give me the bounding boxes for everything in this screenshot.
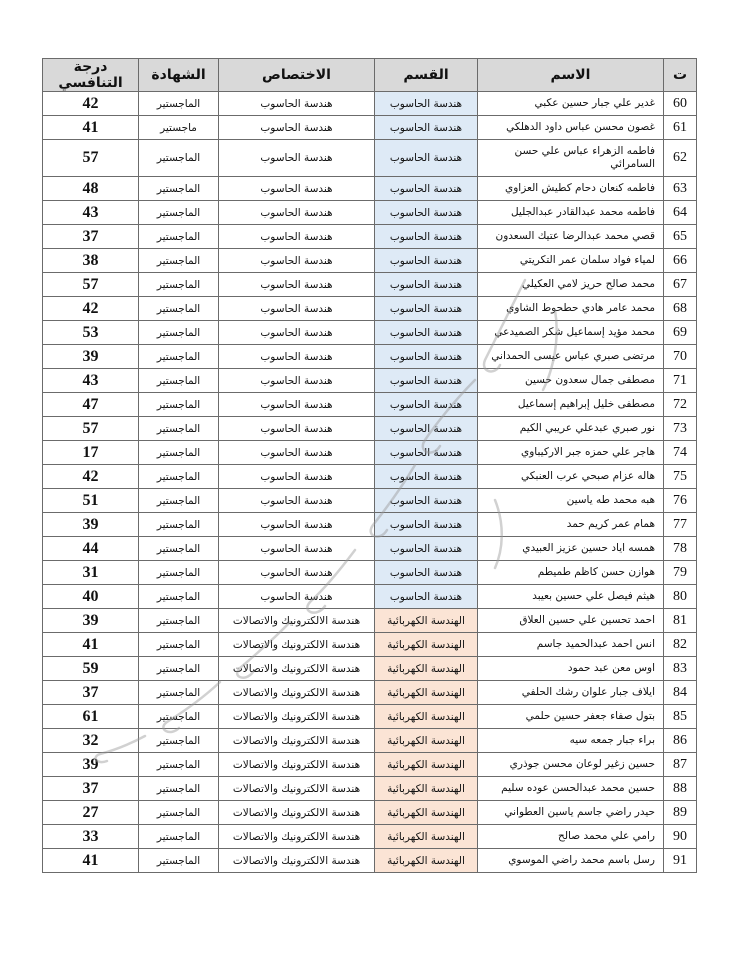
cell-grade: 51 bbox=[43, 489, 139, 513]
table-row bbox=[43, 681, 697, 705]
cell-name: حيدر راضي جاسم ياسين العطواني bbox=[478, 801, 664, 825]
cell-spec: هندسة الالكترونيك والاتصالات bbox=[219, 753, 375, 777]
cell-num: 79 bbox=[664, 561, 697, 585]
cell-grade: 42 bbox=[43, 92, 139, 116]
cell-cert: الماجستير bbox=[139, 729, 219, 753]
cell-num: 69 bbox=[664, 321, 697, 345]
cell-num: 70 bbox=[664, 345, 697, 369]
cell-spec: هندسة الالكترونيك والاتصالات bbox=[219, 633, 375, 657]
table-row bbox=[43, 585, 697, 609]
cell-spec: هندسة الالكترونيك والاتصالات bbox=[219, 681, 375, 705]
cell-cert: الماجستير bbox=[139, 417, 219, 441]
cell-name: براء جبار جمعه سيه bbox=[478, 729, 664, 753]
header-grade: درجة التنافسي bbox=[43, 59, 139, 92]
cell-spec: هندسة الحاسوب bbox=[219, 177, 375, 201]
table-row bbox=[43, 177, 697, 201]
cell-name: رسل باسم محمد راضي الموسوي bbox=[478, 849, 664, 873]
cell-spec: هندسة الحاسوب bbox=[219, 321, 375, 345]
cell-dept: الهندسة الكهربائية bbox=[375, 609, 478, 633]
cell-name: بتول صفاء جعفر حسين حلمي bbox=[478, 705, 664, 729]
cell-name: همسه اياد حسين عزيز العبيدي bbox=[478, 537, 664, 561]
cell-dept: هندسة الحاسوب bbox=[375, 140, 478, 177]
table-row bbox=[43, 441, 697, 465]
cell-cert: الماجستير bbox=[139, 345, 219, 369]
table-row bbox=[43, 849, 697, 873]
cell-cert: الماجستير bbox=[139, 273, 219, 297]
cell-spec: هندسة الالكترونيك والاتصالات bbox=[219, 801, 375, 825]
cell-name: محمد عامر هادي حطحوط الشاوي bbox=[478, 297, 664, 321]
cell-grade: 27 bbox=[43, 801, 139, 825]
cell-spec: هندسة الحاسوب bbox=[219, 225, 375, 249]
document-page bbox=[42, 58, 696, 873]
cell-num: 76 bbox=[664, 489, 697, 513]
cell-name: هاجر علي حمزه جبر الاركيباوي bbox=[478, 441, 664, 465]
cell-grade: 53 bbox=[43, 321, 139, 345]
cell-spec: هندسة الحاسوب bbox=[219, 561, 375, 585]
cell-num: 68 bbox=[664, 297, 697, 321]
cell-spec: هندسة الالكترونيك والاتصالات bbox=[219, 777, 375, 801]
cell-grade: 59 bbox=[43, 657, 139, 681]
cell-cert: الماجستير bbox=[139, 777, 219, 801]
cell-num: 81 bbox=[664, 609, 697, 633]
table-row bbox=[43, 225, 697, 249]
table-row bbox=[43, 729, 697, 753]
cell-cert: الماجستير bbox=[139, 681, 219, 705]
cell-num: 77 bbox=[664, 513, 697, 537]
cell-cert: الماجستير bbox=[139, 513, 219, 537]
table-row bbox=[43, 753, 697, 777]
cell-num: 78 bbox=[664, 537, 697, 561]
cell-dept: هندسة الحاسوب bbox=[375, 273, 478, 297]
cell-dept: هندسة الحاسوب bbox=[375, 489, 478, 513]
cell-cert: الماجستير bbox=[139, 561, 219, 585]
cell-cert: الماجستير bbox=[139, 393, 219, 417]
cell-spec: هندسة الحاسوب bbox=[219, 489, 375, 513]
table-row bbox=[43, 825, 697, 849]
cell-grade: 61 bbox=[43, 705, 139, 729]
cell-spec: هندسة الالكترونيك والاتصالات bbox=[219, 729, 375, 753]
table-row bbox=[43, 561, 697, 585]
table-row bbox=[43, 657, 697, 681]
cell-cert: الماجستير bbox=[139, 225, 219, 249]
cell-dept: هندسة الحاسوب bbox=[375, 249, 478, 273]
cell-dept: الهندسة الكهربائية bbox=[375, 657, 478, 681]
cell-grade: 42 bbox=[43, 297, 139, 321]
cell-spec: هندسة الحاسوب bbox=[219, 92, 375, 116]
table-row bbox=[43, 393, 697, 417]
cell-num: 83 bbox=[664, 657, 697, 681]
cell-grade: 48 bbox=[43, 177, 139, 201]
cell-dept: الهندسة الكهربائية bbox=[375, 849, 478, 873]
cell-dept: هندسة الحاسوب bbox=[375, 225, 478, 249]
cell-name: حسين زغير لوعان محسن جوذري bbox=[478, 753, 664, 777]
cell-cert: الماجستير bbox=[139, 177, 219, 201]
cell-grade: 43 bbox=[43, 201, 139, 225]
cell-dept: هندسة الحاسوب bbox=[375, 345, 478, 369]
cell-spec: هندسة الحاسوب bbox=[219, 201, 375, 225]
cell-dept: هندسة الحاسوب bbox=[375, 513, 478, 537]
cell-grade: 37 bbox=[43, 777, 139, 801]
cell-dept: الهندسة الكهربائية bbox=[375, 633, 478, 657]
cell-grade: 47 bbox=[43, 393, 139, 417]
cell-dept: هندسة الحاسوب bbox=[375, 465, 478, 489]
cell-name: انس احمد عبدالحميد جاسم bbox=[478, 633, 664, 657]
cell-spec: هندسة الحاسوب bbox=[219, 116, 375, 140]
cell-spec: هندسة الحاسوب bbox=[219, 465, 375, 489]
cell-spec: هندسة الالكترونيك والاتصالات bbox=[219, 609, 375, 633]
cell-num: 64 bbox=[664, 201, 697, 225]
cell-num: 62 bbox=[664, 140, 697, 177]
table-row bbox=[43, 369, 697, 393]
cell-name: اوس معن عبد حمود bbox=[478, 657, 664, 681]
cell-dept: الهندسة الكهربائية bbox=[375, 825, 478, 849]
cell-dept: هندسة الحاسوب bbox=[375, 585, 478, 609]
cell-cert: الماجستير bbox=[139, 465, 219, 489]
cell-cert: الماجستير bbox=[139, 92, 219, 116]
cell-name: مصطفى خليل إبراهيم إسماعيل bbox=[478, 393, 664, 417]
table-row bbox=[43, 465, 697, 489]
cell-cert: الماجستير bbox=[139, 609, 219, 633]
cell-dept: هندسة الحاسوب bbox=[375, 201, 478, 225]
cell-dept: الهندسة الكهربائية bbox=[375, 801, 478, 825]
table-row bbox=[43, 321, 697, 345]
cell-name: همام عمر كريم حمد bbox=[478, 513, 664, 537]
candidates-table bbox=[42, 58, 697, 873]
cell-name: فاطمه كنعان دحام كطيش العزاوي bbox=[478, 177, 664, 201]
cell-grade: 57 bbox=[43, 417, 139, 441]
cell-spec: هندسة الحاسوب bbox=[219, 140, 375, 177]
cell-grade: 43 bbox=[43, 369, 139, 393]
cell-grade: 41 bbox=[43, 116, 139, 140]
table-row bbox=[43, 92, 697, 116]
cell-dept: هندسة الحاسوب bbox=[375, 369, 478, 393]
cell-name: قصي محمد عبدالرضا عتيك السعدون bbox=[478, 225, 664, 249]
cell-num: 65 bbox=[664, 225, 697, 249]
cell-dept: هندسة الحاسوب bbox=[375, 441, 478, 465]
cell-name: غدير علي جبار حسين عكبي bbox=[478, 92, 664, 116]
cell-num: 74 bbox=[664, 441, 697, 465]
cell-grade: 37 bbox=[43, 225, 139, 249]
cell-name: هيثم فيصل علي حسين بعيبد bbox=[478, 585, 664, 609]
cell-grade: 17 bbox=[43, 441, 139, 465]
cell-spec: هندسة الحاسوب bbox=[219, 537, 375, 561]
cell-cert: الماجستير bbox=[139, 297, 219, 321]
cell-cert: الماجستير bbox=[139, 705, 219, 729]
cell-name: غصون محسن عباس داود الدهلكي bbox=[478, 116, 664, 140]
cell-spec: هندسة الالكترونيك والاتصالات bbox=[219, 849, 375, 873]
cell-cert: الماجستير bbox=[139, 801, 219, 825]
cell-grade: 39 bbox=[43, 609, 139, 633]
cell-dept: الهندسة الكهربائية bbox=[375, 729, 478, 753]
cell-cert: ماجستير bbox=[139, 116, 219, 140]
table-row bbox=[43, 537, 697, 561]
cell-cert: الماجستير bbox=[139, 249, 219, 273]
cell-dept: هندسة الحاسوب bbox=[375, 321, 478, 345]
table-row bbox=[43, 777, 697, 801]
cell-cert: الماجستير bbox=[139, 140, 219, 177]
header-cert: الشهادة bbox=[139, 59, 219, 92]
cell-grade: 38 bbox=[43, 249, 139, 273]
cell-dept: الهندسة الكهربائية bbox=[375, 753, 478, 777]
cell-num: 75 bbox=[664, 465, 697, 489]
cell-name: محمد صالح حريز لامي العكيلي bbox=[478, 273, 664, 297]
cell-dept: هندسة الحاسوب bbox=[375, 561, 478, 585]
cell-cert: الماجستير bbox=[139, 321, 219, 345]
cell-name: رامي علي محمد صالح bbox=[478, 825, 664, 849]
cell-cert: الماجستير bbox=[139, 201, 219, 225]
cell-cert: الماجستير bbox=[139, 489, 219, 513]
cell-dept: هندسة الحاسوب bbox=[375, 92, 478, 116]
table-row bbox=[43, 116, 697, 140]
cell-num: 89 bbox=[664, 801, 697, 825]
cell-num: 66 bbox=[664, 249, 697, 273]
cell-spec: هندسة الحاسوب bbox=[219, 369, 375, 393]
cell-cert: الماجستير bbox=[139, 633, 219, 657]
cell-dept: الهندسة الكهربائية bbox=[375, 681, 478, 705]
table-row bbox=[43, 801, 697, 825]
cell-spec: هندسة الحاسوب bbox=[219, 393, 375, 417]
cell-name: فاطمه الزهراء عباس علي حسن السامرائي bbox=[478, 140, 664, 177]
cell-cert: الماجستير bbox=[139, 849, 219, 873]
cell-name: هوازن حسن كاظم طميطم bbox=[478, 561, 664, 585]
cell-num: 61 bbox=[664, 116, 697, 140]
table-row bbox=[43, 609, 697, 633]
cell-grade: 57 bbox=[43, 140, 139, 177]
cell-name: فاطمه محمد عبدالقادر عبدالجليل bbox=[478, 201, 664, 225]
cell-spec: هندسة الالكترونيك والاتصالات bbox=[219, 705, 375, 729]
cell-grade: 44 bbox=[43, 537, 139, 561]
cell-num: 84 bbox=[664, 681, 697, 705]
cell-dept: الهندسة الكهربائية bbox=[375, 777, 478, 801]
cell-num: 87 bbox=[664, 753, 697, 777]
cell-num: 82 bbox=[664, 633, 697, 657]
cell-name: محمد مؤيد إسماعيل شكر الصميدعي bbox=[478, 321, 664, 345]
cell-num: 91 bbox=[664, 849, 697, 873]
cell-name: مرتضى صبري عباس عيسى الحمداني bbox=[478, 345, 664, 369]
cell-num: 67 bbox=[664, 273, 697, 297]
cell-name: هاله عزام صبحي عرب العنبكي bbox=[478, 465, 664, 489]
table-row bbox=[43, 297, 697, 321]
cell-num: 88 bbox=[664, 777, 697, 801]
cell-dept: هندسة الحاسوب bbox=[375, 116, 478, 140]
cell-name: لمياء فواد سلمان عمر التكريتي bbox=[478, 249, 664, 273]
header-name: الاسم bbox=[478, 59, 664, 92]
cell-dept: هندسة الحاسوب bbox=[375, 393, 478, 417]
cell-dept: هندسة الحاسوب bbox=[375, 177, 478, 201]
cell-num: 90 bbox=[664, 825, 697, 849]
cell-cert: الماجستير bbox=[139, 657, 219, 681]
cell-cert: الماجستير bbox=[139, 825, 219, 849]
cell-cert: الماجستير bbox=[139, 537, 219, 561]
cell-name: حسين محمد عبدالحسن عوده سليم bbox=[478, 777, 664, 801]
cell-dept: هندسة الحاسوب bbox=[375, 417, 478, 441]
cell-spec: هندسة الالكترونيك والاتصالات bbox=[219, 657, 375, 681]
cell-num: 85 bbox=[664, 705, 697, 729]
cell-grade: 39 bbox=[43, 753, 139, 777]
table-row bbox=[43, 140, 697, 177]
cell-num: 80 bbox=[664, 585, 697, 609]
cell-spec: هندسة الحاسوب bbox=[219, 297, 375, 321]
cell-spec: هندسة الحاسوب bbox=[219, 345, 375, 369]
cell-cert: الماجستير bbox=[139, 369, 219, 393]
cell-grade: 41 bbox=[43, 633, 139, 657]
table-row bbox=[43, 513, 697, 537]
cell-num: 86 bbox=[664, 729, 697, 753]
cell-cert: الماجستير bbox=[139, 753, 219, 777]
cell-grade: 32 bbox=[43, 729, 139, 753]
table-header-row bbox=[43, 59, 697, 92]
cell-num: 60 bbox=[664, 92, 697, 116]
table-row bbox=[43, 273, 697, 297]
cell-dept: الهندسة الكهربائية bbox=[375, 705, 478, 729]
cell-cert: الماجستير bbox=[139, 441, 219, 465]
cell-spec: هندسة الحاسوب bbox=[219, 585, 375, 609]
header-num: ت bbox=[664, 59, 697, 92]
cell-name: نور صبري عبدعلي عريبي الكيم bbox=[478, 417, 664, 441]
cell-dept: هندسة الحاسوب bbox=[375, 537, 478, 561]
table-row bbox=[43, 201, 697, 225]
cell-name: هبه محمد طه ياسين bbox=[478, 489, 664, 513]
header-spec: الاختصاص bbox=[219, 59, 375, 92]
cell-spec: هندسة الحاسوب bbox=[219, 417, 375, 441]
cell-spec: هندسة الحاسوب bbox=[219, 441, 375, 465]
cell-grade: 39 bbox=[43, 513, 139, 537]
table-row bbox=[43, 249, 697, 273]
cell-grade: 39 bbox=[43, 345, 139, 369]
cell-name: ايلاف جبار علوان رشك الحلفي bbox=[478, 681, 664, 705]
table-row bbox=[43, 489, 697, 513]
cell-grade: 41 bbox=[43, 849, 139, 873]
cell-cert: الماجستير bbox=[139, 585, 219, 609]
table-row bbox=[43, 345, 697, 369]
cell-num: 63 bbox=[664, 177, 697, 201]
cell-name: احمد تحسين علي حسين العلاق bbox=[478, 609, 664, 633]
cell-num: 72 bbox=[664, 393, 697, 417]
cell-grade: 37 bbox=[43, 681, 139, 705]
cell-grade: 57 bbox=[43, 273, 139, 297]
table-row bbox=[43, 633, 697, 657]
cell-spec: هندسة الحاسوب bbox=[219, 513, 375, 537]
table-row bbox=[43, 417, 697, 441]
cell-spec: هندسة الحاسوب bbox=[219, 273, 375, 297]
cell-num: 73 bbox=[664, 417, 697, 441]
cell-dept: هندسة الحاسوب bbox=[375, 297, 478, 321]
cell-grade: 40 bbox=[43, 585, 139, 609]
header-dept: القسم bbox=[375, 59, 478, 92]
table-body bbox=[43, 92, 697, 873]
cell-name: مصطفى جمال سعدون حسين bbox=[478, 369, 664, 393]
cell-spec: هندسة الالكترونيك والاتصالات bbox=[219, 825, 375, 849]
cell-num: 71 bbox=[664, 369, 697, 393]
cell-grade: 33 bbox=[43, 825, 139, 849]
cell-grade: 42 bbox=[43, 465, 139, 489]
cell-grade: 31 bbox=[43, 561, 139, 585]
cell-spec: هندسة الحاسوب bbox=[219, 249, 375, 273]
table-row bbox=[43, 705, 697, 729]
